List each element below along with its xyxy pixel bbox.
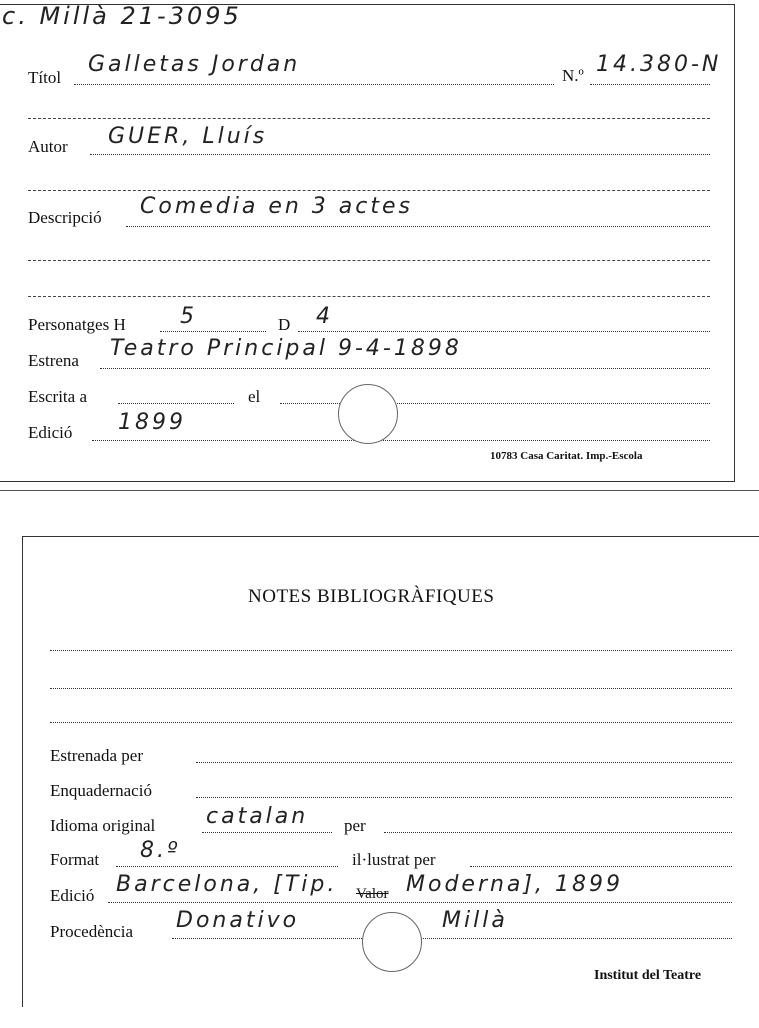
procedencia-value: Donativo xyxy=(176,908,300,933)
autor-value: GUER, Lluís xyxy=(108,124,268,149)
titol-extra-line xyxy=(28,118,710,119)
personatges-h-value: 5 xyxy=(180,304,197,329)
descripcio-line xyxy=(126,226,710,227)
estrenada-label: Estrenada per xyxy=(50,746,143,765)
idioma-per-line xyxy=(384,832,732,833)
idioma-value: catalan xyxy=(206,804,309,829)
notes-line-1 xyxy=(50,650,732,651)
illustrat-label: il·lustrat per xyxy=(352,850,436,869)
autor-line xyxy=(90,154,710,155)
autor-extra-line xyxy=(28,190,710,191)
call-number: c. Millà 21-3095 xyxy=(2,2,242,30)
titol-line xyxy=(74,84,554,85)
escrita-line xyxy=(118,403,234,404)
procedencia-line xyxy=(172,938,732,939)
notes-line-2 xyxy=(50,688,732,689)
back-edicio-struck: Valor xyxy=(356,886,389,902)
numero-value: 14.380-N xyxy=(596,52,722,77)
illustrat-line xyxy=(470,866,732,867)
estrena-value: Teatro Principal 9-4-1898 xyxy=(110,336,462,361)
personatges-d-value: 4 xyxy=(316,304,333,329)
escrita-label: Escrita a xyxy=(28,387,87,406)
personatges-label: Personatges H xyxy=(28,315,126,334)
estrena-label: Estrena xyxy=(28,351,79,370)
titol-value: Galletas Jordan xyxy=(88,52,301,77)
back-edicio-line xyxy=(108,902,732,903)
descripcio-label: Descripció xyxy=(28,208,102,227)
idioma-line xyxy=(202,832,332,833)
format-line xyxy=(116,866,338,867)
personatges-h-line xyxy=(160,331,266,332)
back-edicio-value-a: Barcelona, [Tip. xyxy=(116,872,338,897)
estrenada-line xyxy=(196,762,732,763)
numero-label: N.º xyxy=(562,66,584,85)
edicio-line xyxy=(92,440,710,441)
estrena-line xyxy=(100,368,710,369)
notes-heading: NOTES BIBLIOGRÀFIQUES xyxy=(248,586,495,607)
punch-hole-front xyxy=(338,384,398,444)
numero-line xyxy=(590,84,710,85)
format-label: Format xyxy=(50,850,100,869)
idioma-label: Idioma original xyxy=(50,816,156,835)
descripcio-extra-line-2 xyxy=(28,296,710,297)
titol-label: Títol xyxy=(28,68,62,87)
format-value: 8.º xyxy=(140,838,181,863)
edicio-value: 1899 xyxy=(118,410,186,435)
back-edicio-label: Edició xyxy=(50,886,95,905)
descripcio-extra-line-1 xyxy=(28,260,710,261)
institut-stamp: Institut del Teatre xyxy=(594,968,702,983)
procedencia-label: Procedència xyxy=(50,922,134,941)
enquadernacio-line xyxy=(196,797,732,798)
edicio-label: Edició xyxy=(28,423,73,442)
notes-line-3 xyxy=(50,722,732,723)
escrita-el-label: el xyxy=(248,387,261,406)
idioma-per-label: per xyxy=(344,816,366,835)
enquadernacio-label: Enquadernació xyxy=(50,781,152,800)
personatges-d-line xyxy=(298,331,710,332)
descripcio-value: Comedia en 3 actes xyxy=(140,194,414,219)
printer-imprint: 10783 Casa Caritat. Imp.-Escola xyxy=(490,450,643,462)
personatges-d-label: D xyxy=(278,315,291,334)
card-divider xyxy=(0,490,759,491)
autor-label: Autor xyxy=(28,137,68,156)
punch-hole-back xyxy=(362,912,422,972)
back-edicio-value-b: Moderna], 1899 xyxy=(406,872,623,897)
procedencia-value-2: Millà xyxy=(442,908,508,933)
